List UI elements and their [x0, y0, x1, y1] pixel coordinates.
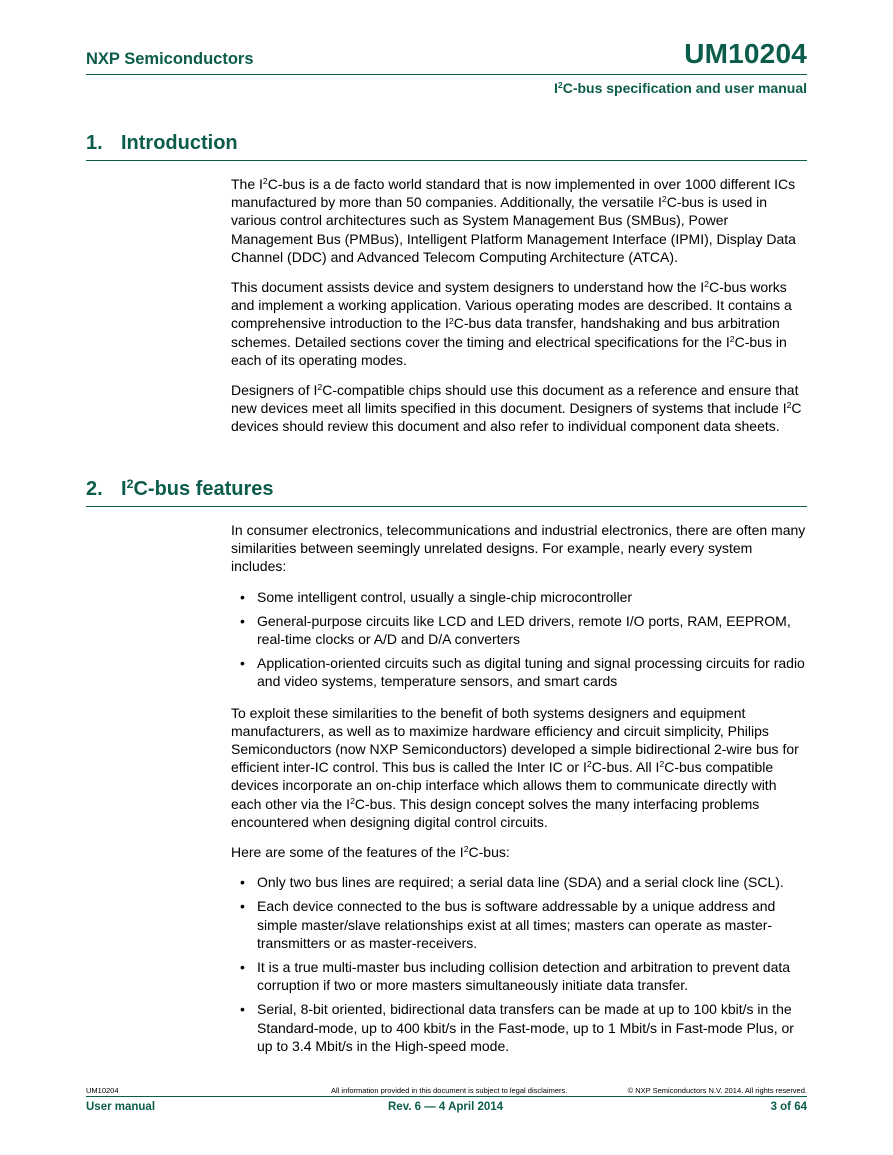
section-number: 1. [86, 132, 103, 154]
list-item: • Serial, 8-bit oriented, bidirectional data transfers can be made at up to 100 kbit/s in the Standard-mode, up to 400 kbit/s in the Fast-mode, up to 1 Mbit/s in Fast-mode Plus, or up to 3.4 Mbit/s in the High-speed mode. [240, 1001, 794, 1054]
list-item: • It is a true multi-master bus including collision detection and arbitration to prevent data corruption if two or more masters simultaneously initiate data transfer. [240, 959, 791, 994]
document-id: UM10204 [684, 38, 807, 69]
footer-rule [86, 1096, 807, 1097]
footer-doc-type: User manual [86, 1101, 156, 1113]
footer-revision: Rev. 6 — 4 April 2014 [388, 1101, 504, 1113]
document-subtitle: $I^2C$-bus specification and user manual [554, 80, 807, 96]
section-2-heading [86, 478, 807, 507]
section-number: 2. [86, 478, 103, 500]
footer-page-number: 3 of 64 [770, 1101, 807, 1113]
list-item: • Application-oriented circuits such as digital tuning and signal processing circuits for radio and video systems, temperature sensors, and smart cards [240, 655, 805, 690]
system-components-list [231, 588, 809, 691]
section-title: $I^2C$-bus features [121, 477, 274, 500]
section-title: Introduction [121, 132, 238, 154]
section-1-body [231, 175, 809, 436]
features-paragraph-3: Here are some of the features of the $I^2C$-bus: [231, 844, 510, 861]
intro-paragraph-1: The $I^2C$-bus is a de facto world standard that is now implemented in over 1000 different ICs manufactured by more than 50 companies. Additionally, the versatile $I^2C$-bus is used in various control architectures such as System Management Bus (SMBus), Power Management Bus (PMBus), Intelligent Platform Management Interface (IPMI), Display Data Channel (DDC) and Advanced Telecom Computing Architecture (ATCA). [231, 176, 796, 265]
intro-paragraph-2: This document assists device and system designers to understand how the $I^2C$-bus works and implement a working application. Various operating modes are described. It contains a comprehensive introduction to the $I^2C$-bus data transfer, handshaking and bus arbitration schemes. Detailed sections cover the timing and electrical specifications for the $I^2C$-bus in each of its operating modes. [231, 279, 792, 368]
footer-disclaimer: All information provided in this document is subject to legal disclaimers. [331, 1086, 568, 1095]
intro-paragraph-3: Designers of $I^2C$-compatible chips should use this document as a reference and ensure that new devices meet all limits specified in this document. Designers of systems that include $I^2C$ devices should review this document and also refer to individual component data sheets. [231, 382, 802, 435]
section-2-body [231, 521, 809, 1055]
section-1-heading [86, 132, 807, 161]
list-item: • General-purpose circuits like LCD and LED drivers, remote I/O ports, RAM, EEPROM, real-time clocks or A/D and D/A converters [240, 612, 791, 648]
features-intro-paragraph: In consumer electronics, telecommunications and industrial electronics, there are often many similarities between seemingly unrelated designs. For example, nearly every system includes: [231, 522, 806, 575]
header-rule [86, 74, 807, 75]
footer-doc-id: UM10204 [86, 1086, 119, 1095]
list-item: • Some intelligent control, usually a single-chip microcontroller [240, 588, 633, 605]
footer-copyright: © NXP Semiconductors N.V. 2014. All rights reserved. [627, 1086, 807, 1095]
list-item: • Only two bus lines are required; a serial data line (SDA) and a serial clock line (SCL). [240, 874, 784, 891]
company-name: NXP Semiconductors [86, 50, 254, 68]
features-list [231, 873, 809, 1055]
features-paragraph-2: To exploit these similarities to the benefit of both systems designers and equipment manufacturers, as well as to maximize hardware efficiency and circuit simplicity, Philips Semiconductors (now NXP Semiconductors) developed a simple bidirectional 2-wire bus for efficient inter-IC control. This bus is called the Inter IC or $I^2C$-bus. All $I^2C$-bus compatible devices incorporate an on-chip interface which allows them to communicate directly with each other via the $I^2C$-bus. This design concept solves the many interfacing problems encountered when designing digital control circuits. [231, 704, 799, 830]
list-item: • Each device connected to the bus is software addressable by a unique address and simple master/slave relationships exist at all times; masters can operate as master-transmitters or as master-receivers. [240, 898, 776, 951]
